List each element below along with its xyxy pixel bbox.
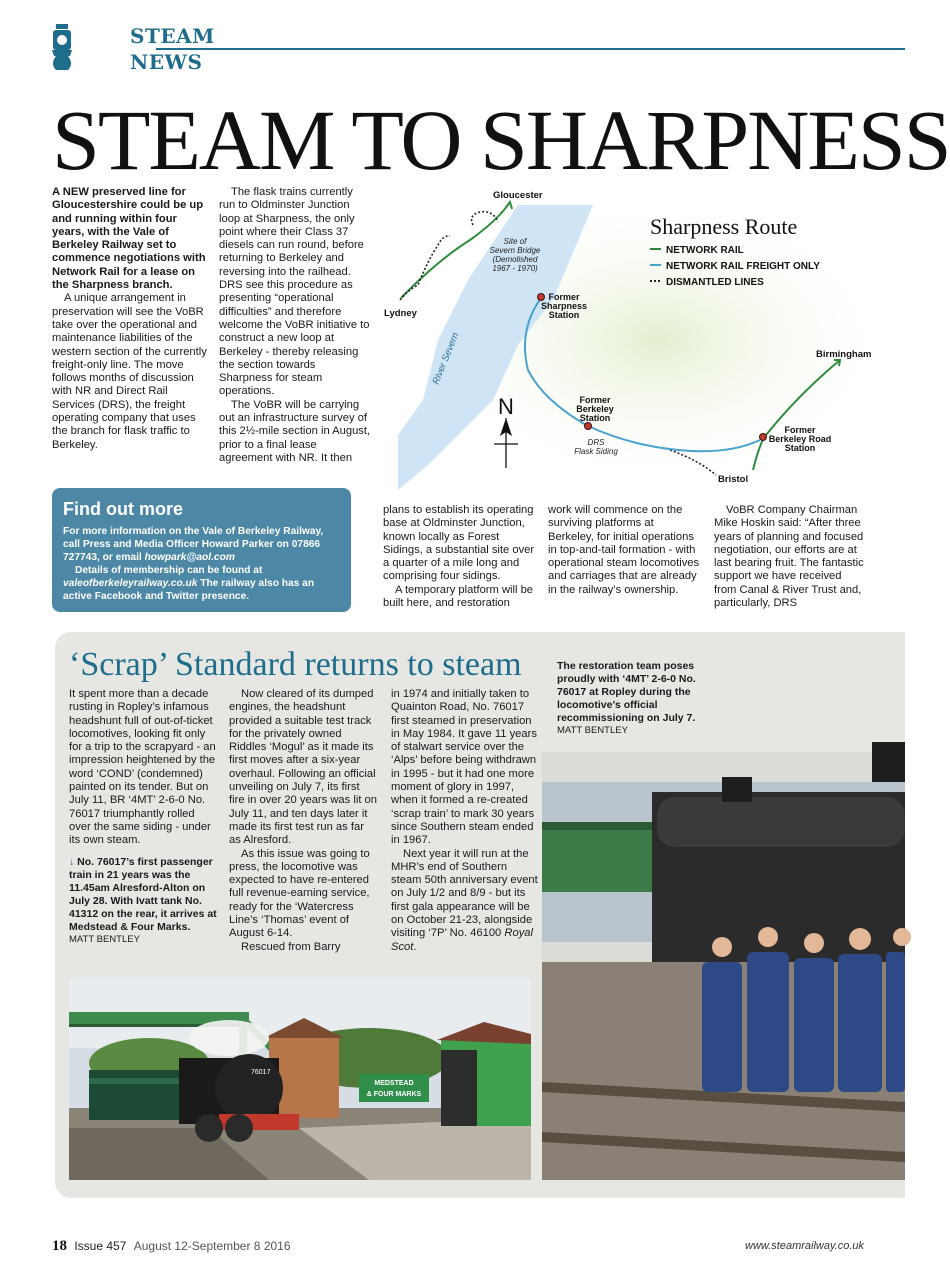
station-sign-line1: MEDSTEAD: [374, 1080, 414, 1087]
article-paragraph: A unique arrangement in preservation will see the VoBR take over the operational and maintenance liabilities of the western section of the currently freight-only line. The move follows months of discussion with NR and Direct Rail Services (DRS), the freight operating company that uses the branch for flask traffic to Berkeley.: [52, 292, 207, 451]
map-label-lydney: Lydney: [384, 308, 417, 319]
map-label-gloucester: Gloucester: [493, 190, 543, 201]
route-map: [384, 180, 903, 490]
story-column-1: [69, 688, 217, 946]
svg-text:1967 - 1970): 1967 - 1970): [492, 264, 538, 273]
svg-text:Former: Former: [548, 292, 580, 302]
story-column-2: [229, 688, 377, 954]
map-label-bristol: Bristol: [718, 474, 749, 485]
article-paragraph: The flask trains currently run to Oldminster Junction loop at Sharpness, the only point where their Class 37 diesels can run round, before returning to Berkeley and reversing into the railhead. DRS see this procedure as presenting “operational difficulties” and therefore welcome the VoBR initiative to construct a new loop at Berkeley - thereby releasing the section towards Sharpness for steam operations.: [219, 186, 370, 398]
story-paragraph: in 1974 and initially taken to Quainton Road, No. 76017 first steamed in preservation in May 1984. It gave 11 years of stalwart service over the ‘Alps’ before being withdrawn in 1995 - but it had one more moment of glory in 1997, when it formed a re-created ‘scrap train’ to mark 30 years since Southern steam ended in 1967.: [391, 688, 537, 847]
medstead-station-photo: [69, 978, 531, 1180]
email-link[interactable]: howpark@aol.com: [144, 552, 235, 563]
svg-text:Former: Former: [579, 395, 611, 405]
lamp-logo-icon: [48, 24, 76, 72]
svg-text:Site of: Site of: [503, 237, 527, 246]
website-url[interactable]: www.steamrailway.co.uk: [745, 1240, 864, 1252]
legend-freight: NETWORK RAIL FREIGHT ONLY: [666, 261, 820, 272]
svg-text:Berkeley Road: Berkeley Road: [768, 434, 832, 444]
section-word-news: NEWS: [130, 50, 203, 74]
article-column-2: [219, 186, 371, 465]
article-paragraph: plans to establish its operating base at Oldminster Junction, known locally as Forest Sidings, a substantial site over a quarter of a mile long and comprising four sidings.: [383, 504, 535, 583]
svg-text:Sharpness: Sharpness: [540, 301, 588, 311]
story-paragraph: Rescued from Barry: [241, 940, 341, 953]
find-out-more-box: [52, 488, 351, 612]
svg-text:(Demolished: (Demolished: [492, 255, 538, 264]
berkeley-station-marker: [585, 423, 592, 430]
arrow-down-icon: ↓: [69, 855, 75, 868]
section-rule: [156, 48, 905, 50]
story-column-3: [391, 688, 539, 954]
article-column-5: [714, 504, 866, 610]
svg-text:Berkeley: Berkeley: [576, 404, 614, 414]
legend-network-rail: NETWORK RAIL: [666, 245, 744, 256]
north-label: N: [498, 394, 514, 419]
berkeley-road-station-marker: [760, 434, 767, 441]
photo-credit: MATT BENTLEY: [69, 933, 140, 945]
story-paragraph: As this issue was going to press, the locomotive was expected to have re-entered full revenue-earning service, ready for the ‘Watercress Line’s ‘Thomas’ event of August 6-14.: [229, 847, 370, 940]
svg-text:Flask Siding: Flask Siding: [574, 447, 618, 456]
website-link[interactable]: valeofberkeleyrailway.co.uk: [63, 578, 198, 589]
story-paragraph: It spent more than a decade rusting in Ropley’s infamous headshunt full of out-of-ticket locomotives, looking fit only for a trip to the scrapyard - an impression heightened by the word ‘COND’ (condemned) painted on its tender. But on July 11, BR ‘4MT’ 2-6-0 No. 76017 triumphantly rolled over the same siding - under its own steam.: [69, 688, 216, 847]
issue-number: Issue 457: [74, 1239, 127, 1253]
article-paragraph: work will commence on the surviving platforms at Berkeley, for initial operations in top-and-tail formation - with operational steam locomotives and carriages that are already in the railway’s ownership.: [548, 504, 700, 596]
story-paragraph: Now cleared of its dumped engines, the headshunt provided a suitable test track for the privately owned Riddles ‘Mogul’ as it made its first moves after a six-year overhaul. Following an official unveiling on July 7, its first fire in over 20 years was lit on July 11, and ten days later it made its first test run as far as Alresford.: [229, 688, 377, 847]
svg-text:DRS: DRS: [587, 438, 605, 447]
find-out-more-body: For more information on the Vale of Berkeley Railway, call Press and Media Officer Howard Parker on 07866 727743, or email howpark@aol.com Details of membership can be found at valeofberkeleyrailway.co.uk The railway also has an active Facebook and Twitter presence.: [63, 526, 324, 602]
section-tag: [48, 22, 905, 74]
page-number: 18: [52, 1238, 67, 1254]
svg-text:Station: Station: [548, 310, 580, 320]
section-word-steam: STEAM: [130, 24, 215, 48]
svg-text:Former: Former: [784, 425, 816, 435]
article-lead: A NEW preserved line for Gloucestershire could be up and running within four years, with the Vale of Berkeley Railway set to commence negotiations with Network Rail for a lease on the Sharpness branch.: [52, 186, 206, 292]
map-title: Sharpness Route: [650, 214, 798, 239]
photo-caption-1: ↓ No. 76017’s first passenger train in 21 years was the 11.45am Alresford-Alton on July 28. With Ivatt tank No. 41312 on the rear, it arrives at Medstead & Four Marks. MATT BENTLEY: [69, 855, 217, 945]
find-out-more-title: Find out more: [63, 499, 183, 519]
headline: STEAM TO SHARPNESS: [52, 92, 950, 188]
station-sign-line2: & FOUR MARKS: [366, 1091, 422, 1098]
article-paragraph: A temporary platform will be built here, and restoration: [383, 583, 534, 610]
issue-dates: August 12-September 8 2016: [133, 1239, 291, 1253]
story-title: ‘Scrap’ Standard returns to steam: [69, 646, 522, 683]
loco-number: 76017: [251, 1069, 271, 1076]
article-column-4: [548, 504, 700, 597]
article-paragraph: The VoBR will be carrying out an infrastructure survey of this 2½-mile section in August, prior to a final lease agreement with NR. It then: [219, 398, 371, 464]
article-column-3: [383, 504, 535, 610]
story-paragraph: Next year it will run at the MHR’s end of Southern steam 50th anniversary event on July 1/2 and 8/9 - but its first gala appearance will be on October 21-23, alongside visiting ‘7P’ No. 46100 Royal Scot.: [391, 847, 538, 953]
map-label-birmingham: Birmingham: [816, 349, 872, 360]
photo-credit: MATT BENTLEY: [557, 725, 628, 736]
svg-text:Station: Station: [579, 413, 611, 423]
article-paragraph: VoBR Company Chairman Mike Hoskin said: “After three years of planning and focused negotiation, our efforts are at last bearing fruit. The fantastic support we have received from Canal & River Trust and, particularly, DRS: [714, 504, 864, 610]
story-panel: [55, 632, 905, 1198]
svg-text:Station: Station: [784, 443, 816, 453]
sharpness-station-marker: [538, 294, 545, 301]
svg-text:Severn Bridge: Severn Bridge: [489, 246, 541, 255]
page-footer: [52, 1238, 864, 1256]
article-column-1: [52, 186, 208, 452]
photo-caption-2: The restoration team poses proudly with ‘4MT’ 2-6-0 No. 76017 at Ropley during the locomotive’s official recommissioning on July 7. MATT BENTLEY: [557, 660, 696, 736]
map-label-river: River Severn: [430, 331, 462, 387]
legend-dismantled: DISMANTLED LINES: [666, 277, 764, 288]
